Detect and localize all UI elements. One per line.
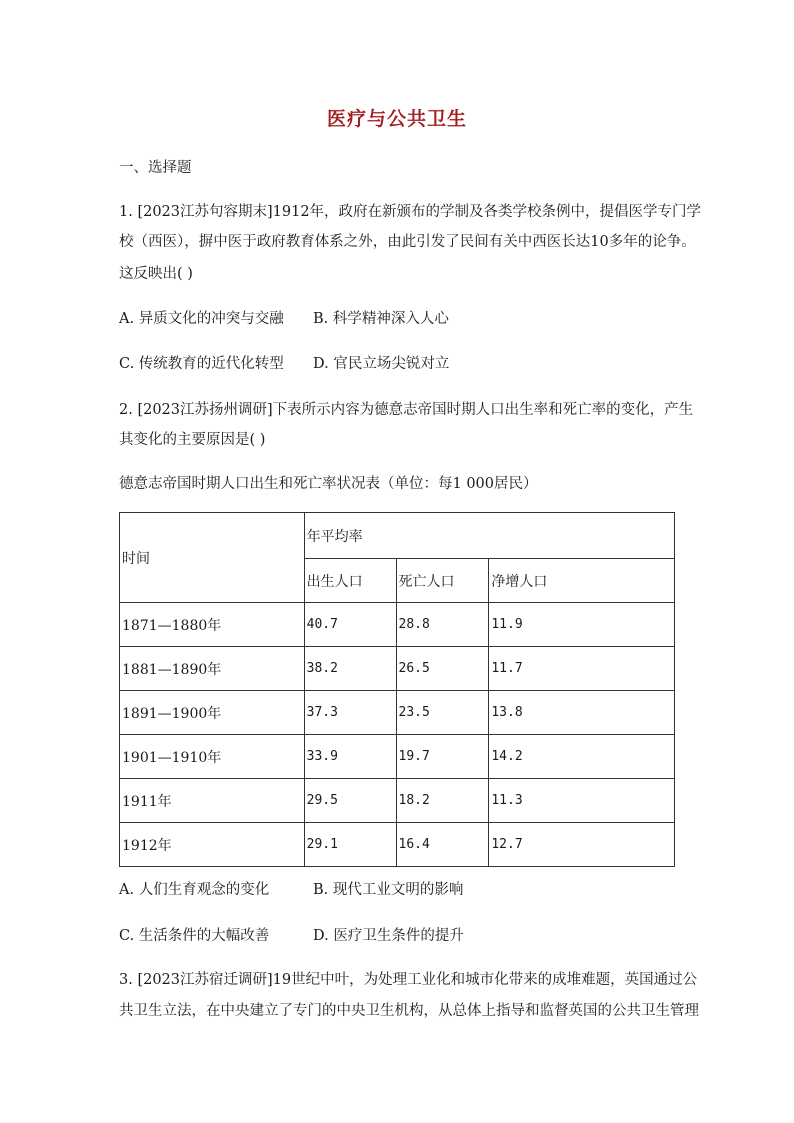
death-cell: 26.5	[396, 647, 489, 691]
death-cell: 19.7	[396, 735, 489, 779]
table-row	[120, 691, 675, 735]
net-cell: 13.8	[489, 691, 675, 735]
death-cell: 23.5	[396, 691, 489, 735]
birth-header: 出生人口	[304, 559, 396, 603]
period-cell: 1912年	[120, 823, 305, 867]
q1-option-a: A. 异质文化的冲突与交融	[119, 311, 284, 327]
q1-option-b: B. 科学精神深入人心	[313, 311, 449, 327]
time-header: 时间	[120, 513, 305, 603]
net-header: 净增人口	[489, 559, 675, 603]
table-row	[120, 647, 675, 691]
birth-cell: 29.1	[304, 823, 396, 867]
q1-line-3: 这反映出( )	[119, 266, 193, 282]
net-cell: 11.3	[489, 779, 675, 823]
birth-cell: 37.3	[304, 691, 396, 735]
birth-cell: 29.5	[304, 779, 396, 823]
period-cell: 1901—1910年	[120, 735, 305, 779]
q2-line-1: 2. [2023江苏扬州调研]下表所示内容为德意志帝国时期人口出生率和死亡率的变化，产生	[119, 402, 694, 418]
population-table	[119, 512, 675, 867]
q1-line-1: 1. [2023江苏句容期末]1912年，政府在新颁布的学制及各类学校条例中，提倡医学专门学	[119, 204, 702, 220]
table-row	[120, 779, 675, 823]
birth-cell: 40.7	[304, 603, 396, 647]
table-row	[120, 823, 675, 867]
table-caption: 德意志帝国时期人口出生和死亡率状况表（单位：每1 000居民）	[119, 476, 538, 492]
q2-line-2: 其变化的主要原因是( )	[119, 432, 266, 448]
death-cell: 28.8	[396, 603, 489, 647]
average-rate-header: 年平均率	[304, 513, 674, 559]
birth-cell: 38.2	[304, 647, 396, 691]
section-heading: 一、选择题	[119, 160, 192, 176]
page-title: 医疗与公共卫生	[326, 108, 467, 130]
q2-option-c: C. 生活条件的大幅改善	[119, 928, 270, 944]
table-row	[120, 603, 675, 647]
net-cell: 11.7	[489, 647, 675, 691]
birth-cell: 33.9	[304, 735, 396, 779]
net-cell: 11.9	[489, 603, 675, 647]
death-header: 死亡人口	[396, 559, 489, 603]
q1-option-d: D. 官民立场尖锐对立	[313, 356, 450, 372]
q2-option-a: A. 人们生育观念的变化	[119, 882, 270, 898]
q2-option-b: B. 现代工业文明的影响	[313, 882, 464, 898]
q2-option-d: D. 医疗卫生条件的提升	[313, 928, 464, 944]
net-cell: 14.2	[489, 735, 675, 779]
q3-line-2: 共卫生立法，在中央建立了专门的中央卫生机构，从总体上指导和监督英国的公共卫生管理	[119, 1003, 699, 1019]
period-cell: 1871—1880年	[120, 603, 305, 647]
period-cell: 1881—1890年	[120, 647, 305, 691]
period-cell: 1891—1900年	[120, 691, 305, 735]
period-cell: 1911年	[120, 779, 305, 823]
death-cell: 18.2	[396, 779, 489, 823]
q1-line-2: 校（西医），摒中医于政府教育体系之外，由此引发了民间有关中西医长达10多年的论争。	[119, 234, 696, 250]
q1-option-c: C. 传统教育的近代化转型	[119, 356, 284, 372]
death-cell: 16.4	[396, 823, 489, 867]
q3-line-1: 3. [2023江苏宿迁调研]19世纪中叶，为处理工业化和城市化带来的成堆难题，英国通过公	[119, 972, 698, 988]
table-row	[120, 735, 675, 779]
net-cell: 12.7	[489, 823, 675, 867]
